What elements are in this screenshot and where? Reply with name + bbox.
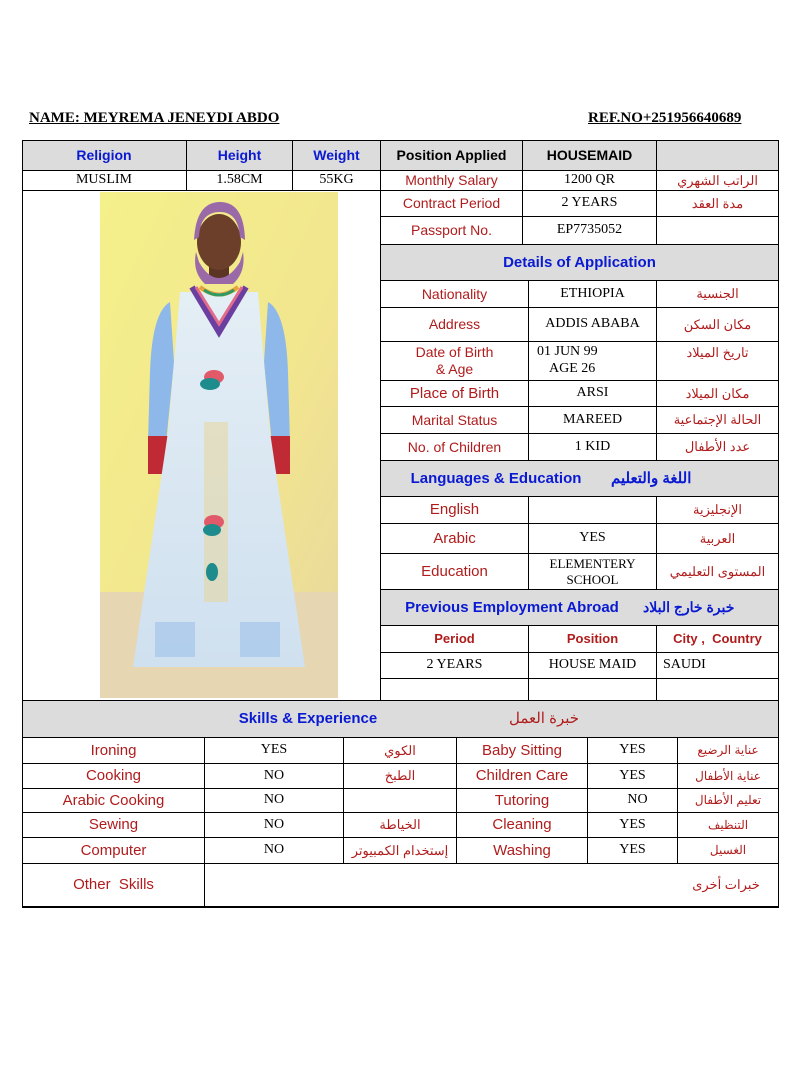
skill-right-ar: عناية الأطفال xyxy=(695,768,761,783)
dob-label-line2: & Age xyxy=(435,361,474,377)
skill-right-ar: الغسيل xyxy=(709,843,747,858)
height-label: Height xyxy=(217,147,262,164)
employment-row-country: SAUDI xyxy=(663,657,706,673)
skill-left-value: YES xyxy=(260,742,288,758)
skill-left-ar: الكوي xyxy=(384,742,416,758)
skill-right-ar: عناية الرضيع xyxy=(697,743,759,758)
dob-label-line1: Date of Birth xyxy=(415,344,494,361)
place-of-birth-label: Place of Birth xyxy=(409,384,500,402)
skill-left-value: NO xyxy=(263,792,285,808)
skill-right-ar: التنظيف xyxy=(707,817,749,832)
skill-right-value: YES xyxy=(619,767,646,783)
contract-period-value: 2 YEARS xyxy=(561,195,618,211)
arabic-value: YES xyxy=(579,530,606,546)
english-value xyxy=(529,497,656,523)
skill-right-label: Children Care xyxy=(475,767,569,785)
education-value xyxy=(529,554,656,589)
employment-title: Previous Employment Abroad xyxy=(405,598,619,616)
candidate-photo xyxy=(100,192,338,698)
place-of-birth-value: ARSI xyxy=(576,385,609,401)
nationality-value: ETHIOPIA xyxy=(560,285,625,301)
skill-right-label: Baby Sitting xyxy=(481,741,563,759)
dob-ar: تاريخ الميلاد xyxy=(686,345,749,361)
skill-left-value: NO xyxy=(263,842,285,858)
skill-left-label: Sewing xyxy=(88,816,139,834)
employment-header-country: City , Country xyxy=(673,631,762,647)
monthly-salary-ar: الراتب الشهري xyxy=(677,172,758,188)
skill-left-ar xyxy=(344,789,456,812)
candidate-name: NAME: MEYREMA JENEYDI ABDO xyxy=(29,110,280,126)
arabic-label: Arabic xyxy=(433,529,476,547)
languages-title: Languages & Education xyxy=(410,469,582,487)
employment-row-period: 2 YEARS xyxy=(426,657,483,673)
address-label: Address xyxy=(428,316,481,333)
passport-value: EP7735052 xyxy=(556,222,623,238)
dob-age: AGE 26 xyxy=(549,361,596,376)
children-value: 1 KID xyxy=(574,438,611,454)
skill-left-label: Arabic Cooking xyxy=(62,791,165,809)
employment-header-position: Position xyxy=(566,631,619,647)
skill-left-value: NO xyxy=(263,767,285,783)
height-value: 1.58CM xyxy=(216,172,263,188)
monthly-salary-value: 1200 QR xyxy=(564,172,615,188)
place-of-birth-ar: مكان الميلاد xyxy=(685,385,750,401)
address-value: ADDIS ABABA xyxy=(545,316,640,332)
skills-ar-title: خبرة العمل xyxy=(508,710,580,728)
position-applied-label: Position Applied xyxy=(396,147,507,164)
marital-status-ar: الحالة الإجتماعية xyxy=(673,412,762,428)
position-applied-value: HOUSEMAID xyxy=(546,147,633,164)
dob-date: 01 JUN 99 xyxy=(537,344,598,360)
passport-label: Passport No. xyxy=(411,222,492,239)
skill-right-label: Tutoring xyxy=(494,791,550,809)
education-value-line1: ELEMENTERY xyxy=(549,555,636,571)
skill-left-ar: إستخدام الكمبيوتر xyxy=(351,842,449,858)
english-label: English xyxy=(429,501,480,519)
skill-left-ar: الخياطة xyxy=(379,817,421,833)
nationality-label: Nationality xyxy=(421,285,488,302)
skill-right-value: YES xyxy=(619,742,646,758)
weight-value: 55KG xyxy=(319,172,354,188)
employment-row-position: HOUSE MAID xyxy=(548,657,637,673)
skill-right-label: Washing xyxy=(493,841,551,859)
english-ar: الإنجليزية xyxy=(692,502,743,518)
skill-right-value: YES xyxy=(619,842,646,858)
skills-title: Skills & Experience xyxy=(238,710,378,728)
details-title: Details of Application xyxy=(503,253,656,271)
skill-left-label: Cooking xyxy=(85,767,142,785)
children-ar: عدد الأطفال xyxy=(684,439,751,455)
religion-label: Religion xyxy=(76,147,132,164)
employment-header-period: Period xyxy=(434,631,475,647)
skill-left-value: NO xyxy=(263,816,285,832)
skill-right-ar: تعليم الأطفال xyxy=(694,793,762,808)
arabic-ar: العربية xyxy=(699,530,736,546)
children-label: No. of Children xyxy=(407,438,502,455)
other-skills-ar: خبرات أخرى xyxy=(692,877,760,893)
skill-left-label: Ironing xyxy=(90,741,137,759)
religion-value: MUSLIM xyxy=(75,172,132,188)
skill-left-label: Computer xyxy=(80,841,147,859)
reference-number: REF.NO+251956640689 xyxy=(588,110,742,126)
marital-status-label: Marital Status xyxy=(411,411,498,428)
dob-value xyxy=(529,342,656,380)
weight-label: Weight xyxy=(313,147,360,164)
skill-right-label: Cleaning xyxy=(492,816,552,834)
skill-left-ar: الطبخ xyxy=(384,768,416,784)
education-label: Education xyxy=(421,562,488,580)
address-ar: مكان السكن xyxy=(683,316,752,332)
other-skills-label: Other Skills xyxy=(73,876,154,894)
marital-status-value: MAREED xyxy=(562,411,623,427)
education-value-line2: SCHOOL xyxy=(566,571,619,587)
dob-label xyxy=(381,342,528,380)
education-ar: المستوى التعليمي xyxy=(669,563,766,579)
contract-period-label: Contract Period xyxy=(402,195,501,212)
monthly-salary-label: Monthly Salary xyxy=(405,172,498,189)
employment-ar-title: خبرة خارج البلاد xyxy=(643,599,735,616)
other-skills-value xyxy=(205,864,675,906)
nationality-ar: الجنسية xyxy=(696,286,739,302)
languages-ar-title: اللغة والتعليم xyxy=(611,469,692,487)
skill-right-value: NO xyxy=(627,792,648,808)
contract-period-ar: مدة العقد xyxy=(691,195,744,211)
skill-right-value: YES xyxy=(619,816,646,832)
